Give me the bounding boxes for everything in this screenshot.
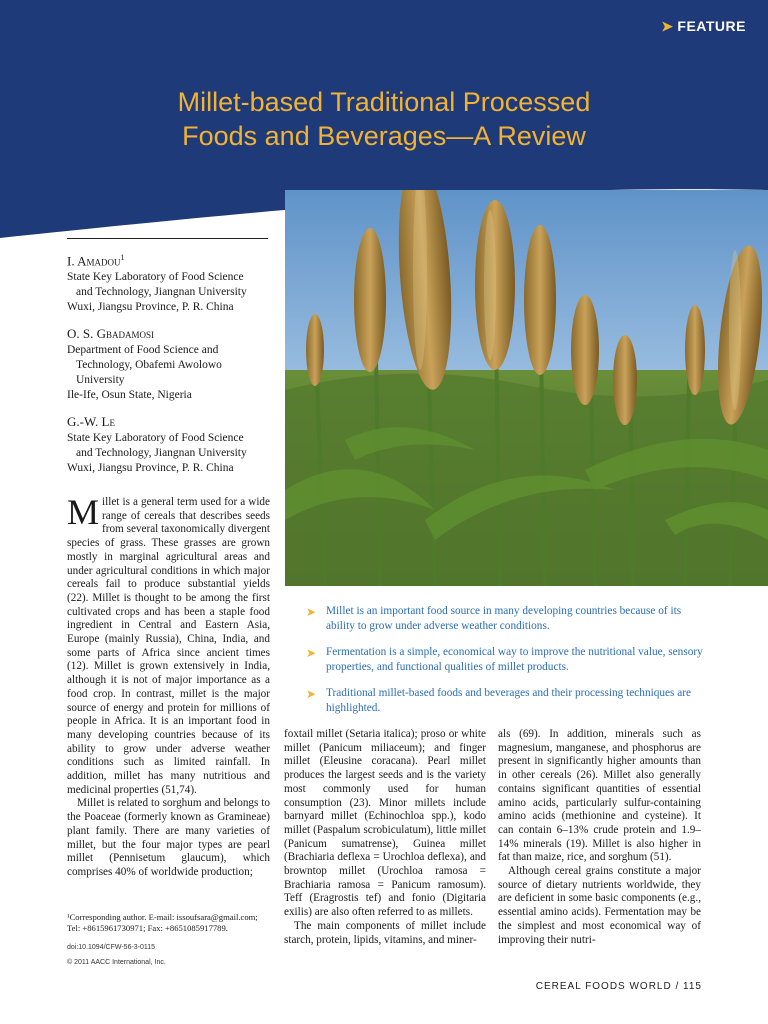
body-column-3 — [498, 728, 701, 947]
body-paragraph: als (69). In addition, minerals such as magnesium, manganese, and phosphorus are present in significantly higher amounts than in other cereals (26). Millet also generally contains significant quantities of essential amino acids, particularly sulfur-containing amino acids (methionine and cysteine). It can contain 6–13% crude protein and 1.9–14% minerals (19). Millet is also higher in fat than maize, rice, and sorghum (51). — [498, 728, 701, 864]
affiliation-line: University — [76, 374, 125, 387]
highlight-text: Fermentation is a simple, economical way to improve the nutritional value, sensory properties, and functional qualities of millet products. — [326, 646, 703, 673]
millet-field-photo — [285, 190, 768, 586]
highlight-item — [304, 686, 704, 715]
page-footer: CEREAL FOODS WORLD / 115 — [535, 981, 702, 992]
highlights-list — [304, 604, 704, 727]
body-paragraph: Although cereal grains constitute a major source of dietary nutrients worldwide, they are deficient in some basic components (e.g., essential amino acids). Fermentation may be the simplest and most economical way of improving their nutri- — [498, 865, 701, 946]
highlight-text: Millet is an important food source in many developing countries because of its ability to grow under adverse weather conditions. — [326, 605, 682, 632]
copyright-text: © 2011 AACC International, Inc. — [67, 959, 166, 966]
affiliation-line: Department of Food Science and — [67, 344, 219, 357]
affiliation-line: and Technology, Jiangnan University — [76, 447, 247, 460]
article-title — [60, 85, 708, 153]
feature-label: FEATURE — [677, 18, 746, 34]
affiliation-line: Wuxi, Jiangsu Province, P. R. China — [67, 462, 234, 475]
affiliation-line: State Key Laboratory of Food Science — [67, 432, 244, 445]
title-line-2: Foods and Beverages—A Review — [182, 121, 586, 151]
chevron-right-icon: ➤ — [306, 687, 317, 701]
affiliation-line: Technology, Obafemi Awolowo — [76, 359, 222, 372]
body-column-2 — [284, 728, 486, 947]
chevron-right-icon: ➤ — [306, 646, 317, 660]
author-block — [67, 250, 277, 315]
highlight-text: Traditional millet-based foods and beverages and their processing techniques are highlighted. — [326, 687, 692, 714]
chevron-right-icon: ➤ — [661, 18, 674, 34]
author-divider — [67, 238, 268, 239]
affiliation-line: State Key Laboratory of Food Science — [67, 271, 244, 284]
author-name: O. S. Gbadamosi — [67, 326, 155, 342]
highlight-item — [304, 645, 704, 674]
corresponding-author-footnote: ¹Corresponding author. E-mail: issoufsara@gmail.com; Tel: +8615961730971; Fax: +8651085917789. — [67, 912, 258, 933]
author-name: I. Amadou$^1$ — [67, 253, 125, 269]
author-list — [67, 250, 277, 487]
body-paragraph: Millet is related to sorghum and belongs to the Poaceae (formerly known as Gramineae) plant family. There are many varieties of millet, but the four major types are pearl millet (Pennisetum glaucum), which comprises 40% of worldwide production; — [67, 797, 270, 878]
affiliation-line: and Technology, Jiangnan University — [76, 286, 247, 299]
author-block — [67, 326, 277, 403]
drop-cap: M — [67, 492, 100, 532]
body-paragraph: The main components of millet include starch, protein, lipids, vitamins, and miner- — [284, 919, 486, 946]
body-column-1 — [67, 492, 270, 880]
author-name: G.-W. Le — [67, 414, 115, 430]
title-line-1: Millet-based Traditional Processed — [177, 87, 591, 117]
body-paragraph: Millet is a general term used for a wide range of cereals that describes seeds from several taxonomically divergent species of grass. These grasses are grown mostly in marginal agricultural areas and under agricultural conditions in which major cereals fail to produce substantial yields (22). Millet is thought to be among the first cultivated crops and has been a staple food ingredient in Central and Eastern Asia, Europe (mainly Russia), China, India, and some parts of Africa since ancient times (12). Millet is grown extensively in India, although it is not of major importance as a food crop. In contrast, millet is the major source of energy and protein for millions of people in Africa. It is an important food in many developing countries because of its ability to grow under adverse weather conditions such as limited rainfall. In addition, millet has many nutritious and medicinal properties (51,74). — [67, 492, 270, 796]
chevron-right-icon: ➤ — [306, 605, 317, 619]
doi-text: doi:10.1094/CFW-56-3-0115 — [67, 944, 156, 951]
body-paragraph: foxtail millet (Setaria italica); proso or white millet (Panicum miliaceum); and finger millet (Eleusine coracana). Pearl millet produces the largest seeds and is the variety most commonly used for human consumption (23). Minor millets include barnyard millet (Echinochloa spp.), kodo millet (Paspalum scrobiculatum), little millet (Panicum sumatrense), Guinea millet (Brachiaria deflexa = Urochloa deflexa), and browntop millet (Urochloa ramosa = Brachiaria ramosa = Panicum ramosum). Teff (Eragrostis tef) and fonio (Digitaria exilis) are also often referred to as millets. — [284, 728, 486, 919]
feature-tag — [661, 18, 746, 35]
affiliation-line: Ile-Ife, Osun State, Nigeria — [67, 389, 192, 402]
affiliation-line: Wuxi, Jiangsu Province, P. R. China — [67, 301, 234, 314]
highlight-item — [304, 604, 704, 633]
author-block — [67, 414, 277, 476]
